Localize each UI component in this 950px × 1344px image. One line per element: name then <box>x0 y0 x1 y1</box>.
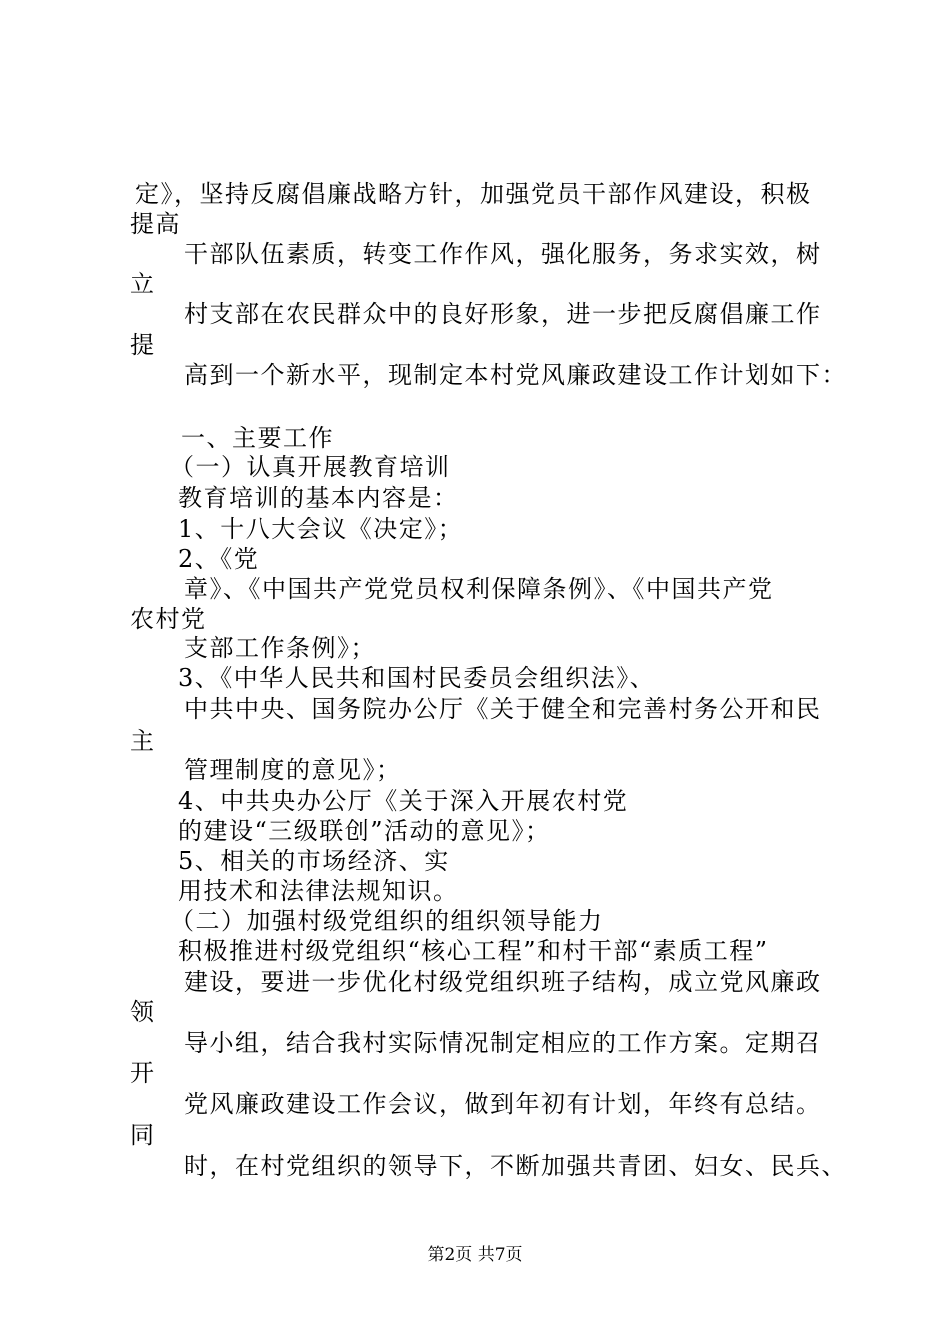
body-text-line: 立 <box>130 270 156 298</box>
body-text-line: 的建设“三级联创”活动的意见》； <box>178 817 551 845</box>
section-heading: 一、主要工作 <box>181 424 334 452</box>
body-text-line: 农村党 <box>130 605 207 633</box>
body-text-line: 领 <box>130 998 156 1026</box>
body-text-line: 用技术和法律法规知识。 <box>178 877 459 905</box>
body-text-line: 开 <box>130 1059 156 1087</box>
body-text-line: 定》，坚持反腐倡廉战略方针，加强党员干部作风建设，积极 <box>135 180 812 208</box>
page-number-footer: 第2页 共7页 <box>427 1245 523 1265</box>
body-text-line: 时，在村党组织的领导下，不断加强共青团、妇女、民兵、 <box>184 1152 847 1180</box>
list-item: 5、相关的市场经济、实 <box>178 847 450 875</box>
body-text-line: 村支部在农民群众中的良好形象，进一步把反腐倡廉工作 <box>184 300 822 328</box>
body-text-line: 章》、《中国共产党党员权利保障条例》、《中国共产党 <box>184 575 774 603</box>
body-text-line: 积极推进村级党组织“核心工程”和村干部“素质工程” <box>178 937 769 965</box>
body-text-line: 主 <box>130 727 156 755</box>
body-text-line: 同 <box>130 1121 156 1149</box>
list-item: 3、《中华人民共和国村民委员会组织法》、 <box>178 664 656 692</box>
body-text-line: 党风廉政建设工作会议，做到年初有计划，年终有总结。 <box>184 1090 822 1118</box>
body-text-line: 建设，要进一步优化村级党组织班子结构，成立党风廉政 <box>184 968 822 996</box>
body-text-line: 中共中央、国务院办公厅《关于健全和完善村务公开和民 <box>184 695 822 723</box>
body-text-line: 高到一个新水平，现制定本村党风廉政建设工作计划如下： <box>184 361 847 389</box>
body-text-line: 导小组，结合我村实际情况制定相应的工作方案。定期召 <box>184 1029 822 1057</box>
body-text-line: 管理制度的意见》； <box>184 756 402 784</box>
subsection-heading: （一）认真开展教育培训 <box>170 453 451 481</box>
body-text-line: 支部工作条例》； <box>184 634 376 662</box>
body-text-line: 干部队伍素质，转变工作作风，强化服务，务求实效，树 <box>184 240 822 268</box>
subsection-heading: （二）加强村级党组织的组织领导能力 <box>170 907 604 935</box>
body-text-line: 教育培训的基本内容是： <box>178 484 459 512</box>
list-item: 2、《党 <box>178 545 260 573</box>
list-item: 4、中共央办公厅《关于深入开展农村党 <box>178 787 629 815</box>
body-text-line: 提高 <box>130 210 181 238</box>
list-item: 1、十八大会议《决定》； <box>178 515 464 543</box>
body-text-line: 提 <box>130 331 156 359</box>
